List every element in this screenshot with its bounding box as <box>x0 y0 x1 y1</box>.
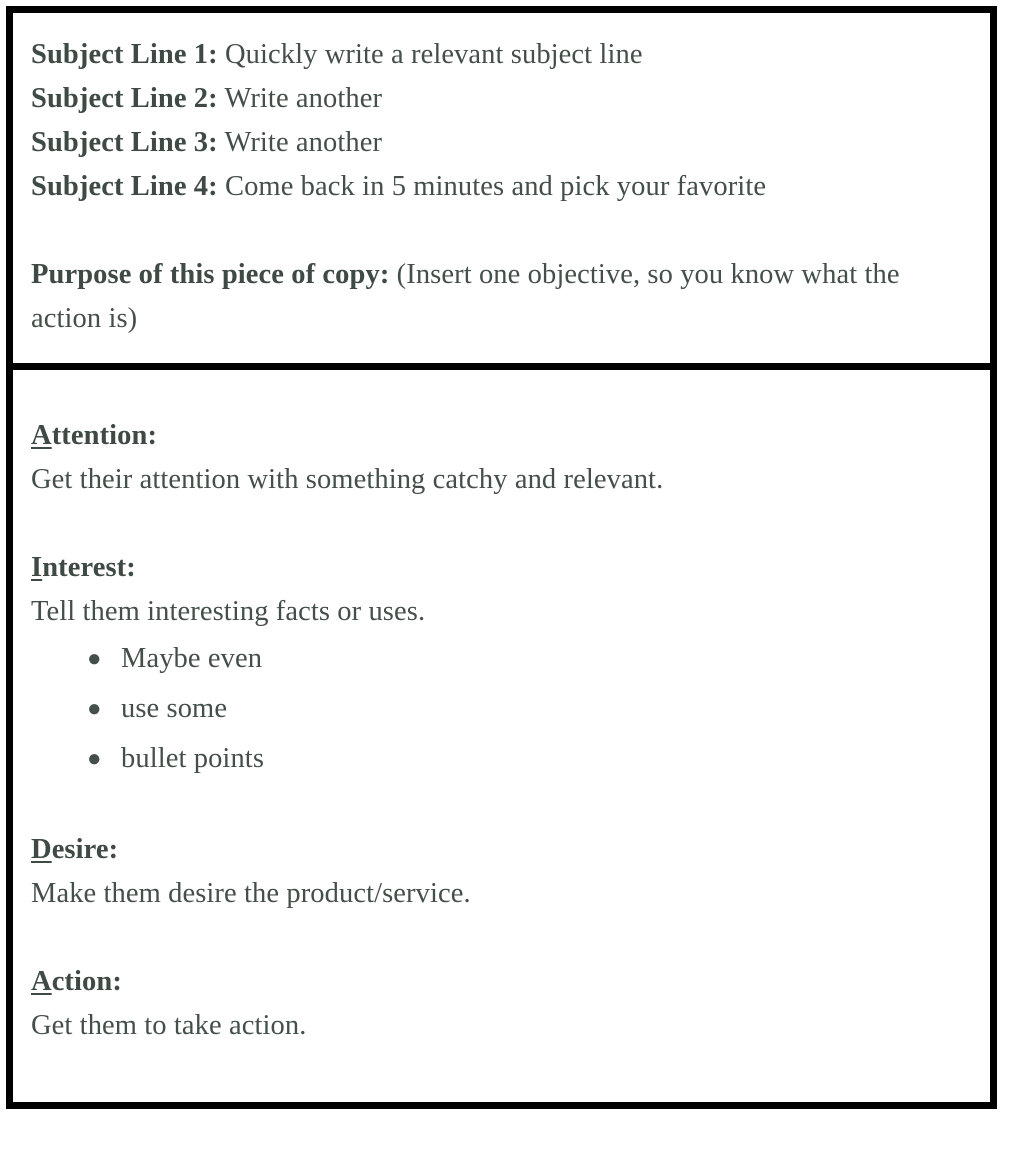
section-heading-attention-initial: A <box>31 420 52 451</box>
list-item-label: Maybe even <box>121 643 263 674</box>
section-body-attention: Get their attention with something catchy and relevant. <box>31 464 664 495</box>
section-heading-desire <box>31 828 972 872</box>
list-item <box>31 684 972 734</box>
spacer-after-attention <box>31 502 972 546</box>
subject-line-1-value: Quickly write a relevant subject line <box>217 39 643 70</box>
list-item <box>31 734 972 784</box>
subject-line-row-4 <box>31 165 972 209</box>
bullet-icon: ● <box>87 646 102 672</box>
bullet-icon: ● <box>87 696 102 722</box>
aida-framework-cell <box>13 370 990 1102</box>
section-heading-action-initial: A <box>31 966 52 997</box>
list-item-label: use some <box>121 693 228 724</box>
subject-line-2-value: Write another <box>217 83 383 114</box>
purpose-row <box>31 253 972 341</box>
section-heading-desire-rest: esire: <box>51 834 119 865</box>
section-heading-action <box>31 960 972 1004</box>
subject-block-spacer <box>31 209 972 253</box>
section-heading-desire-initial: D <box>31 834 52 865</box>
purpose-label: Purpose of this piece of copy: <box>31 259 390 290</box>
copy-template-table <box>6 6 997 1109</box>
subject-line-3-value: Write another <box>217 127 383 158</box>
subject-line-row-2 <box>31 77 972 121</box>
subject-line-row-1 <box>31 33 972 77</box>
subject-line-2-label: Subject Line 2: <box>31 83 218 114</box>
subject-line-1-label: Subject Line 1: <box>31 39 218 70</box>
interest-bullet-list <box>31 634 972 784</box>
section-heading-interest <box>31 546 972 590</box>
subject-line-row-3 <box>31 121 972 165</box>
section-heading-interest-rest: nterest: <box>42 552 136 583</box>
subject-line-4-label: Subject Line 4: <box>31 171 218 202</box>
section-body-desire: Make them desire the product/service. <box>31 878 471 909</box>
subject-line-4-value: Come back in 5 minutes and pick your favorite <box>217 171 767 202</box>
spacer-after-desire <box>31 916 972 960</box>
section-body-interest: Tell them interesting facts or uses. <box>31 596 426 627</box>
purpose-value: (Insert one objective, so you know what the action is) <box>31 259 907 334</box>
section-heading-action-rest: ction: <box>51 966 122 997</box>
list-item-label: bullet points <box>121 743 265 774</box>
list-item <box>31 634 972 684</box>
section-heading-attention-rest: ttention: <box>51 420 158 451</box>
subject-line-3-label: Subject Line 3: <box>31 127 218 158</box>
subject-lines-cell <box>13 13 990 370</box>
section-body-action: Get them to take action. <box>31 1010 307 1041</box>
bullet-icon: ● <box>87 746 102 772</box>
spacer-after-interest <box>31 784 972 828</box>
section-heading-interest-initial: I <box>31 552 43 583</box>
section-heading-attention <box>31 414 972 458</box>
